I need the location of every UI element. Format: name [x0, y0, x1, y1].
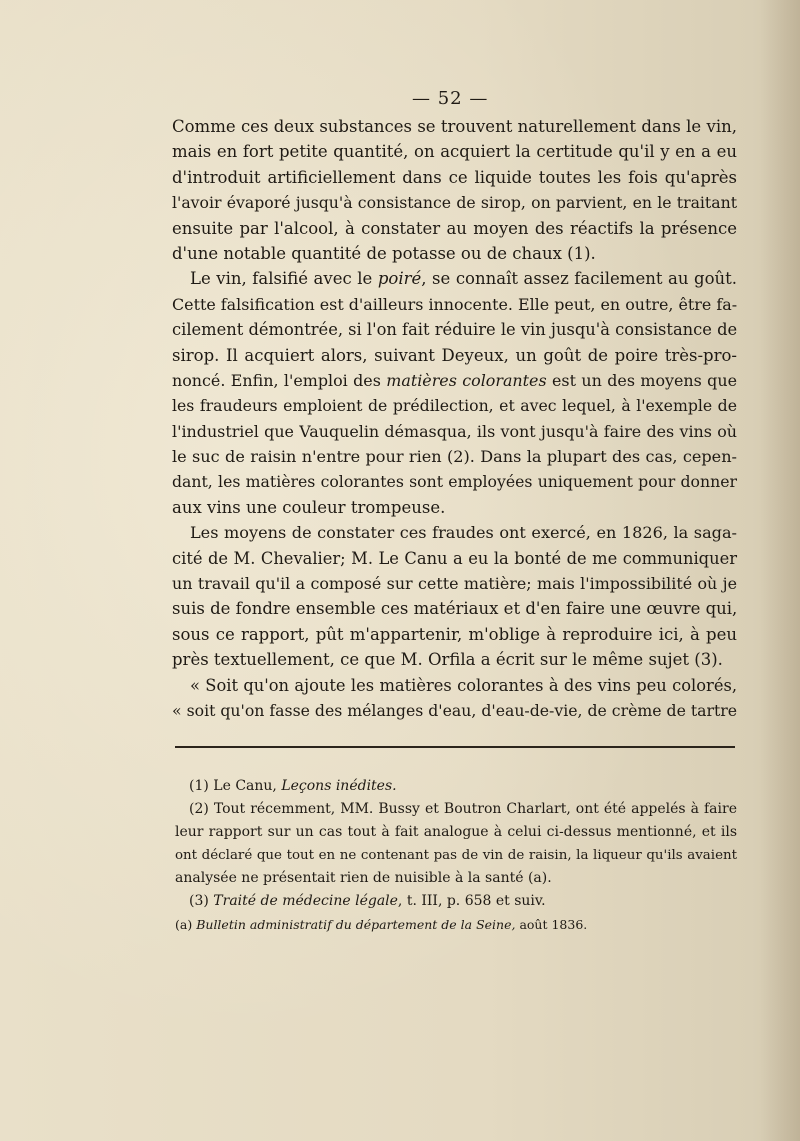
text-line: d'introduit artificiellement dans ce liquide toutes les fois qu'après: [172, 167, 737, 187]
text-line: un travail qu'il a composé sur cette matière; mais l'impossibilité où je: [172, 574, 737, 594]
main-text: [172, 114, 737, 723]
text-line: le suc de raisin n'entre pour rien (2). Dans la plupart des cas, cepen-: [172, 447, 737, 467]
paragraph-3: [172, 520, 737, 672]
text-line: Cette falsification est d'ailleurs innocente. Elle peut, en outre, être fa-: [172, 294, 738, 314]
text-line: sous ce rapport, pût m'appartenir, m'oblige à reproduire ici, à peu: [172, 624, 737, 644]
text-line: d'une notable quantité de potasse ou de chaux (1).: [172, 243, 596, 263]
text-line: près textuellement, ce que M. Orfila a écrit sur le même sujet (3).: [172, 650, 723, 670]
footnote-marker: (1): [189, 778, 209, 794]
footnote-1: [175, 775, 737, 798]
footnote-marker: (a): [175, 917, 193, 932]
text-line: aux vins une couleur trompeuse.: [172, 497, 446, 517]
text-line: « Soit qu'on ajoute les matières colorantes à des vins peu colorés,: [190, 675, 737, 695]
text-line: Comme ces deux substances se trouvent naturellement dans le vin,: [172, 117, 737, 136]
text-line: noncé. Enfin, l'emploi des matières colorantes est un des moyens que: [172, 370, 737, 390]
footnote-2-line: leur rapport sur un cas tout à fait analogue à celui ci-dessus mentionné, et ils: [175, 824, 737, 840]
footnotes: [175, 775, 737, 936]
footnote-text: août 1836.: [519, 917, 588, 932]
footnote-italic-title: Bulletin administratif du département de la Seine,: [196, 917, 516, 932]
text-line: les fraudeurs emploient de prédilection, et avec lequel, à l'exemple de: [172, 396, 737, 416]
paragraph-1: [172, 114, 737, 266]
text-line: ensuite par l'alcool, à constater au moyen des réactifs la présence: [172, 218, 737, 238]
text-line: Le vin, falsifié avec le poiré, se connaît assez facilement au goût.: [190, 269, 738, 289]
footnote-text: , t. III, p. 658 et suiv.: [397, 893, 546, 909]
text-line: l'industriel que Vauquelin démasqua, ils vont jusqu'à faire des vins où: [172, 421, 737, 441]
footnote-2-line: (2) Tout récemment, MM. Bussy et Boutron Charlart, ont été appelés à faire: [189, 801, 737, 817]
text-line: l'avoir évaporé jusqu'à consistance de sirop, on parvient, en le traitant: [172, 193, 737, 213]
paragraph-4: [172, 673, 737, 724]
footnote-2-line: analysée ne présentait rien de nuisible à la santé (a).: [175, 870, 552, 886]
footnote-italic-title: Leçons inédites.: [281, 778, 397, 794]
text-line: « soit qu'on fasse des mélanges d'eau, d'eau-de-vie, de crème de tartre: [172, 700, 738, 720]
text-line: cité de M. Chevalier; M. Le Canu a eu la bonté de me communiquer: [172, 548, 737, 568]
page-spine-shadow: [760, 0, 800, 1141]
footnote-marker: (3): [189, 893, 209, 909]
footnote-2-line: ont déclaré que tout en ne contenant pas de vin de raisin, la liqueur qu'ils avaient: [175, 848, 737, 863]
footnote-3: [175, 890, 737, 913]
text-line: cilement démontrée, si l'on fait réduire le vin jusqu'à consistance de: [172, 320, 738, 340]
footnote-a: [175, 913, 737, 936]
text-line: dant, les matières colorantes sont employées uniquement pour donner: [172, 472, 737, 492]
page-number: — 52 —: [412, 88, 489, 109]
text-line: sirop. Il acquiert alors, suivant Deyeux, un goût de poire très-pro-: [172, 345, 737, 365]
text-line: suis de fondre ensemble ces matériaux et d'en faire une œuvre qui,: [172, 599, 738, 619]
footnote-text: Le Canu,: [213, 778, 277, 794]
paragraph-2: [172, 266, 737, 520]
text-line: Les moyens de constater ces fraudes ont exercé, en 1826, la saga-: [190, 523, 737, 543]
footnote-separator-rule: [175, 746, 735, 748]
footnote-italic-title: Traité de médecine légale: [213, 893, 398, 909]
text-line: mais en fort petite quantité, on acquiert la certitude qu'il y en a eu: [172, 142, 737, 162]
